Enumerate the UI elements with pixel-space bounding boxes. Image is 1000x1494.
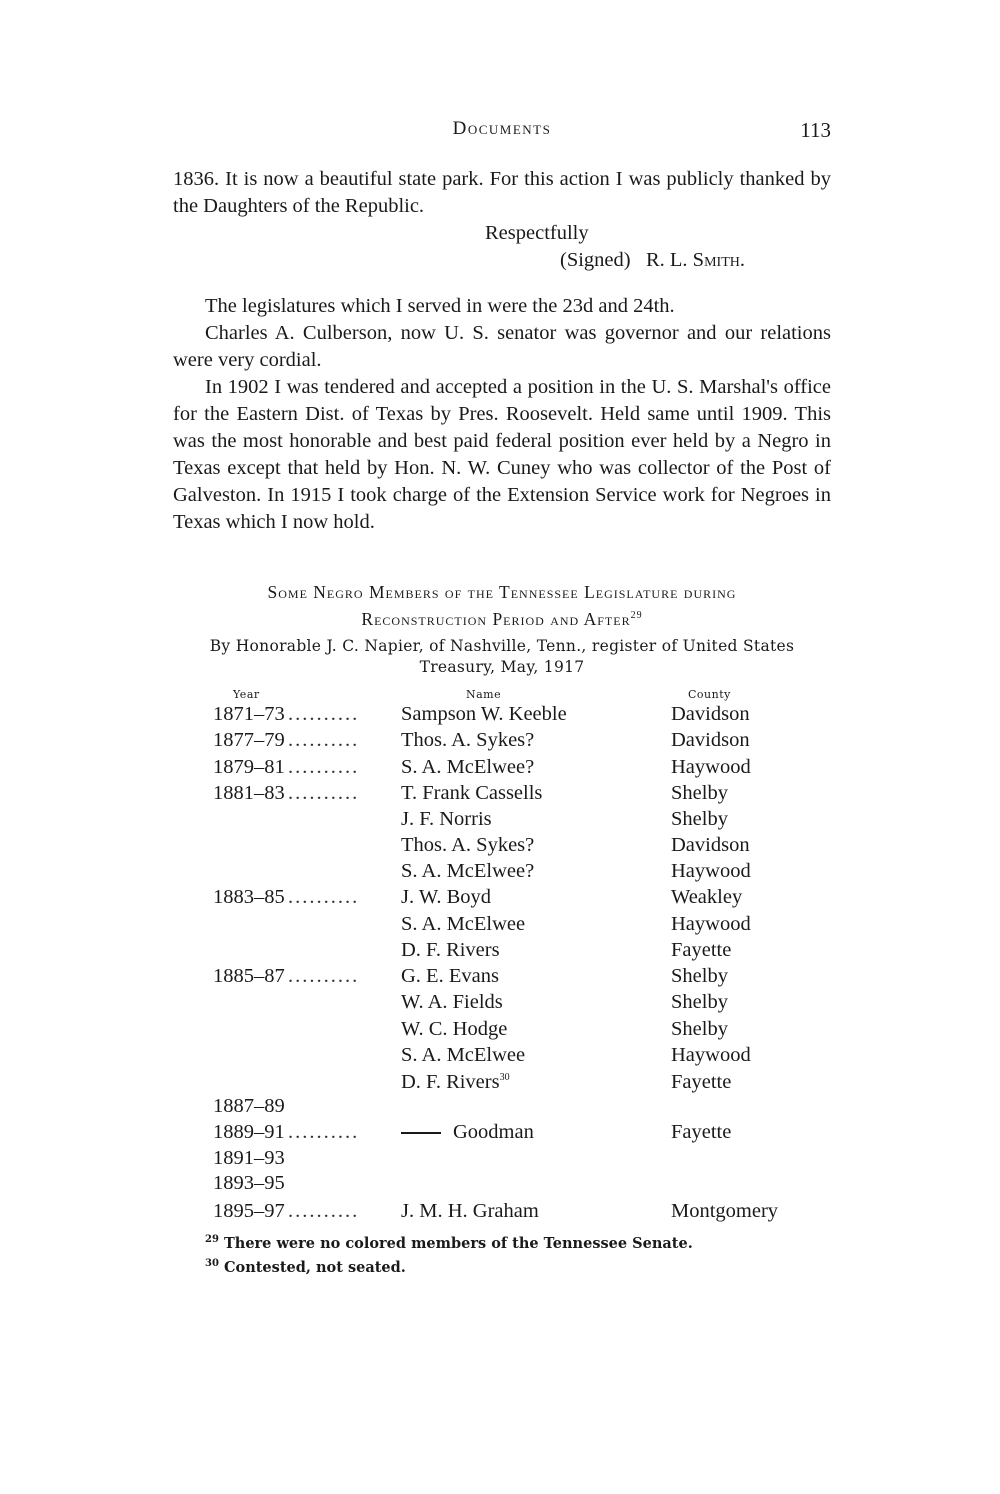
cell-county: Shelby [671, 782, 728, 804]
cell-county: Haywood [671, 756, 751, 778]
cell-name-text: W. C. Hodge [401, 1018, 508, 1040]
paragraph-culberson: Charles A. Culberson, now U. S. senator was governor and our relations were very cordial. [173, 322, 831, 371]
table-row [0, 965, 1000, 991]
footnote-30 [205, 1254, 693, 1278]
footnotes [205, 1230, 693, 1278]
cell-county: Shelby [671, 965, 728, 987]
paragraph-legislatures: The legislatures which I served in were the 23d and 24th. [205, 295, 675, 317]
cell-name-text: Goodman [453, 1121, 534, 1143]
cell-name [401, 1071, 510, 1094]
cell-name-text: J. F. Norris [401, 808, 492, 830]
signature-line [173, 247, 831, 274]
footnote-mark: 30 [205, 1257, 219, 1269]
footnote-text: Contested, not seated. [223, 1258, 406, 1276]
blank-name-dash [401, 1132, 441, 1134]
cell-year: 1881–83 [213, 782, 285, 804]
running-header [173, 118, 831, 148]
cell-name [401, 913, 525, 936]
cell-year: 1883–85 [213, 886, 285, 908]
cell-county: Haywood [671, 913, 751, 935]
table-row [0, 913, 1000, 939]
section-title-line2: Reconstruction Period and After [361, 608, 631, 629]
footnote-mark: 29 [205, 1234, 219, 1245]
table-row [0, 756, 1000, 782]
signed-name: R. L. Smith. [645, 249, 745, 271]
cell-county: Shelby [671, 1018, 728, 1040]
table-row [0, 1095, 1000, 1121]
table-row [0, 1018, 1000, 1044]
cell-name-text: Thos. A. Sykes? [401, 729, 535, 751]
paragraph-letter-end: 1836. It is now a beautiful state park. For this action I was publicly thanked by the Daughters of the Republic. [173, 168, 831, 217]
column-header-county: County [688, 688, 731, 701]
table-row [0, 834, 1000, 860]
table-row [0, 1121, 1000, 1147]
table-row [0, 1147, 1000, 1173]
cell-county: Weakley [671, 886, 743, 908]
table-row [0, 860, 1000, 886]
cell-name [401, 1018, 507, 1041]
cell-year: 1889–91 [213, 1121, 285, 1143]
cell-year: 1893–95 [213, 1172, 285, 1194]
cell-name [401, 991, 503, 1014]
cell-name [401, 1121, 534, 1144]
byline [173, 636, 831, 678]
dot-leader: .......... [288, 756, 360, 778]
cell-name-text: G. E. Evans [401, 965, 499, 987]
cell-name-text: S. A. McElwee [401, 913, 526, 935]
cell-county: Fayette [671, 939, 732, 961]
table-row [0, 1200, 1000, 1226]
cell-name-text: S. A. McElwee? [401, 860, 535, 882]
cell-county: Fayette [671, 1121, 732, 1143]
section-title-line2-wrap [173, 604, 831, 631]
table-row [0, 808, 1000, 834]
footnote-text: There were no colored members of the Tennessee Senate. [223, 1234, 693, 1252]
cell-county: Davidson [671, 703, 750, 725]
closing-respectfully: Respectfully [485, 222, 589, 244]
byline-line1: By Honorable J. C. Napier, of Nashville, Tenn., register of United States [209, 637, 795, 655]
footnote-29 [205, 1230, 693, 1254]
dot-leader: .......... [288, 1121, 360, 1143]
cell-name-text: D. F. Rivers [401, 939, 500, 961]
signed-prefix: (Signed) [560, 249, 631, 271]
cell-county: Haywood [671, 860, 751, 882]
cell-name [401, 860, 534, 883]
cell-year: 1871–73 [213, 703, 285, 725]
table-row [0, 939, 1000, 965]
table-row [0, 729, 1000, 755]
cell-year: 1877–79 [213, 729, 285, 751]
cell-name-text: W. A. Fields [401, 991, 503, 1013]
cell-county: Shelby [671, 808, 728, 830]
paragraph-marshal: In 1902 I was tendered and accepted a position in the U. S. Marshal's office for the Eastern Dist. of Texas by Pres. Roosevelt. Held same until 1909. This was the most honorable and best paid federal position ever held by a Negro in Texas except that held by Hon. N. W. Cuney who was collector of the Post of Galveston. In 1915 I took charge of the Extension Service work for Negroes in Texas which I now hold. [173, 376, 831, 533]
cell-name-text: Thos. A. Sykes? [401, 834, 535, 856]
cell-name-text: J. M. H. Graham [401, 1200, 539, 1222]
cell-name [401, 834, 534, 857]
page-number: 113 [800, 118, 831, 142]
footnote-ref-29: 29 [630, 610, 643, 621]
byline-line2: Treasury, May, 1917 [419, 658, 585, 676]
dot-leader: .......... [288, 729, 360, 751]
cell-name [401, 703, 567, 726]
table-row [0, 703, 1000, 729]
section-title-line1: Some Negro Members of the Tennessee Legislature during [267, 582, 737, 602]
column-header-year: Year [233, 688, 260, 701]
cell-name-text: Sampson W. Keeble [401, 703, 567, 725]
column-header-name: Name [466, 688, 502, 701]
cell-year: 1895–97 [213, 1200, 285, 1222]
cell-county: Fayette [671, 1071, 732, 1093]
cell-name-text: D. F. Rivers [401, 1071, 500, 1093]
table-row [0, 1071, 1000, 1097]
cell-name [401, 886, 491, 909]
cell-county: Davidson [671, 834, 750, 856]
dot-leader: .......... [288, 886, 360, 908]
cell-name [401, 756, 534, 779]
cell-name-text: J. W. Boyd [401, 886, 491, 908]
footnote-ref-30: 30 [499, 1072, 510, 1084]
cell-name [401, 729, 534, 752]
dot-leader: .......... [288, 703, 360, 725]
cell-year: 1887–89 [213, 1095, 285, 1117]
running-head-title: Documents [452, 118, 552, 139]
table-row [0, 991, 1000, 1017]
table-row [0, 782, 1000, 808]
cell-name-text: T. Frank Cassells [401, 782, 543, 804]
section-title [173, 580, 831, 631]
cell-county: Davidson [671, 729, 750, 751]
cell-name [401, 1044, 525, 1067]
cell-name [401, 1200, 539, 1223]
cell-county: Montgomery [671, 1200, 779, 1222]
cell-name [401, 782, 542, 805]
cell-county: Shelby [671, 991, 728, 1013]
cell-year: 1885–87 [213, 965, 285, 987]
dot-leader: .......... [288, 965, 360, 987]
cell-county: Haywood [671, 1044, 751, 1066]
cell-year: 1879–81 [213, 756, 285, 778]
dot-leader: .......... [288, 782, 360, 804]
table-row [0, 886, 1000, 912]
table-row [0, 1044, 1000, 1070]
cell-name [401, 808, 492, 831]
dot-leader: .......... [288, 1200, 360, 1222]
cell-name-text: S. A. McElwee [401, 1044, 526, 1066]
table-row [0, 1172, 1000, 1198]
cell-name [401, 965, 499, 988]
body-text [173, 166, 831, 536]
cell-year: 1891–93 [213, 1147, 285, 1169]
cell-name-text: S. A. McElwee? [401, 756, 535, 778]
cell-name [401, 939, 500, 962]
